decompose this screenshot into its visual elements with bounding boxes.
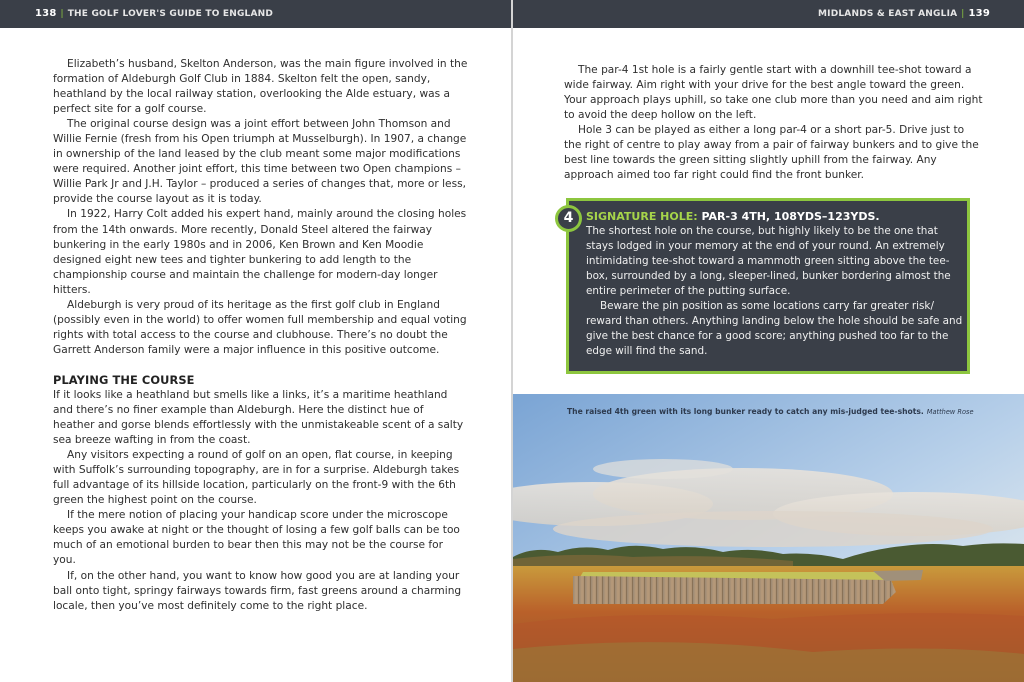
section-heading: PLAYING THE COURSE [53, 372, 195, 387]
paragraph: If it looks like a heathland but smells like a links, it’s a maritime heathland and there’s no finer example than Aldeburgh. Here the distinct hue of heather and gorse blends effortlessly with the unmistakeable scent of a salty sea breeze wafting in from the coast. [53, 388, 464, 447]
paragraph: In 1922, Harry Colt added his expert hand, mainly around the closing holes from the 14th onwards. More recently, Donald Steel altered the fairway bunkering in the early 1980s and in 2006, Ken Brown and Ken Moodie designed eight new tees and tighter bunkering to add length to the championship course and maintain the challenge for modern-day longer hitters. [53, 208, 467, 296]
photo-credit: Matthew Rose [926, 408, 974, 416]
callout-paragraph: Beware the pin position as some locations carry far greater risk/ reward than others. Anything landing below the hole should be safe and give the best chance for a good score; anything pushed too far to the edge will find the sand. [586, 300, 963, 358]
paragraph: If the mere notion of placing your handicap score under the microscope keeps you awake at night or the thought of losing a few golf balls can be too much of an emotional burden to bear then this may not be the course for you. [53, 509, 460, 567]
right-body-text [564, 63, 984, 183]
photo-caption [567, 407, 974, 416]
callout-spec: PAR-3 4TH, 108YDS–123YDS. [701, 210, 880, 223]
header-separator: | [60, 9, 64, 19]
callout-paragraph: The shortest hole on the course, but highly likely to be the one that stays lodged in your memory at the end of your round. An extremely intimidating tee-shot toward a mammoth green sitting above the tee-box, surrounded by a long, sleeper-lined, bunker bordering almost the entire perimeter of the putting surface. [586, 225, 951, 298]
left-page-header [0, 0, 511, 28]
caption-text: The raised 4th green with its long bunker ready to catch any mis-judged tee-shots. [567, 407, 924, 416]
callout-label: SIGNATURE HOLE: [586, 210, 698, 223]
landscape-image [513, 394, 1024, 682]
left-body-text [53, 57, 468, 614]
left-running-head [35, 8, 273, 19]
paragraph: Aldeburgh is very proud of its heritage as the first golf club in England (possibly even in the world) to offer women full membership and equal voting rights with total access to the course and clubhouse. There’s no doubt the Garrett Anderson family were a major influence in this positive outcome. [53, 298, 467, 356]
left-page [0, 0, 511, 682]
paragraph: Elizabeth’s husband, Skelton Anderson, was the main figure involved in the formation of Aldeburgh Golf Club in 1884. Skelton felt the open, sandy, heathland by the local railway station, overlooking the Alde estuary, was a perfect site for a golf course. [53, 58, 468, 116]
paragraph: The par-4 1st hole is a fairly gentle start with a downhill tee-shot toward a wide fairway. Aim right with your drive for the best angle toward the green. Your approach plays uphill, so take one club more than you need and aim right to avoid the deep hollow on the left. [564, 64, 983, 122]
callout-body [586, 209, 964, 359]
signature-hole-callout [563, 198, 970, 374]
section-title: MIDLANDS & EAST ANGLIA [818, 9, 958, 19]
hole-number-badge: 4 [555, 205, 582, 232]
right-page-header [513, 0, 1024, 28]
right-running-head [818, 8, 990, 19]
book-title: THE GOLF LOVER'S GUIDE TO ENGLAND [67, 9, 274, 19]
paragraph: Any visitors expecting a round of golf on an open, flat course, in keeping with Suffolk’s surrounding topography, are in for a surprise. Aldeburgh takes full advantage of its hillside location, particularly on the front-9 with the 6th green the highest point on the course. [53, 449, 460, 507]
paragraph: The original course design was a joint effort between John Thomson and Willie Fernie (fresh from his Open triumph at Musselburgh). In 1907, a change in ownership of the land leased by the club meant some major modifications were required. Another joint effort, this time between two Open champions – Willie Park Jr and J.H. Taylor – produced a series of changes that, more or less, provide the course layout as it is today. [53, 118, 467, 206]
page-number: 138 [35, 8, 57, 19]
header-separator: | [961, 9, 965, 19]
callout-title [586, 209, 964, 224]
page-number: 139 [968, 8, 990, 19]
paragraph: If, on the other hand, you want to know how good you are at landing your ball onto tight, springy fairways towards firm, fast greens around a charming locale, then you’ve most definitely come to the right place. [53, 569, 462, 612]
paragraph: Hole 3 can be played as either a long par-4 or a short par-5. Drive just to the right of centre to play away from a pair of fairway bunkers and to give the best line towards the green sitting slightly uphill from the fairway. Any approach aimed too far right could find the front bunker. [564, 124, 979, 182]
right-page [513, 0, 1024, 682]
golf-course-photo [513, 394, 1024, 682]
